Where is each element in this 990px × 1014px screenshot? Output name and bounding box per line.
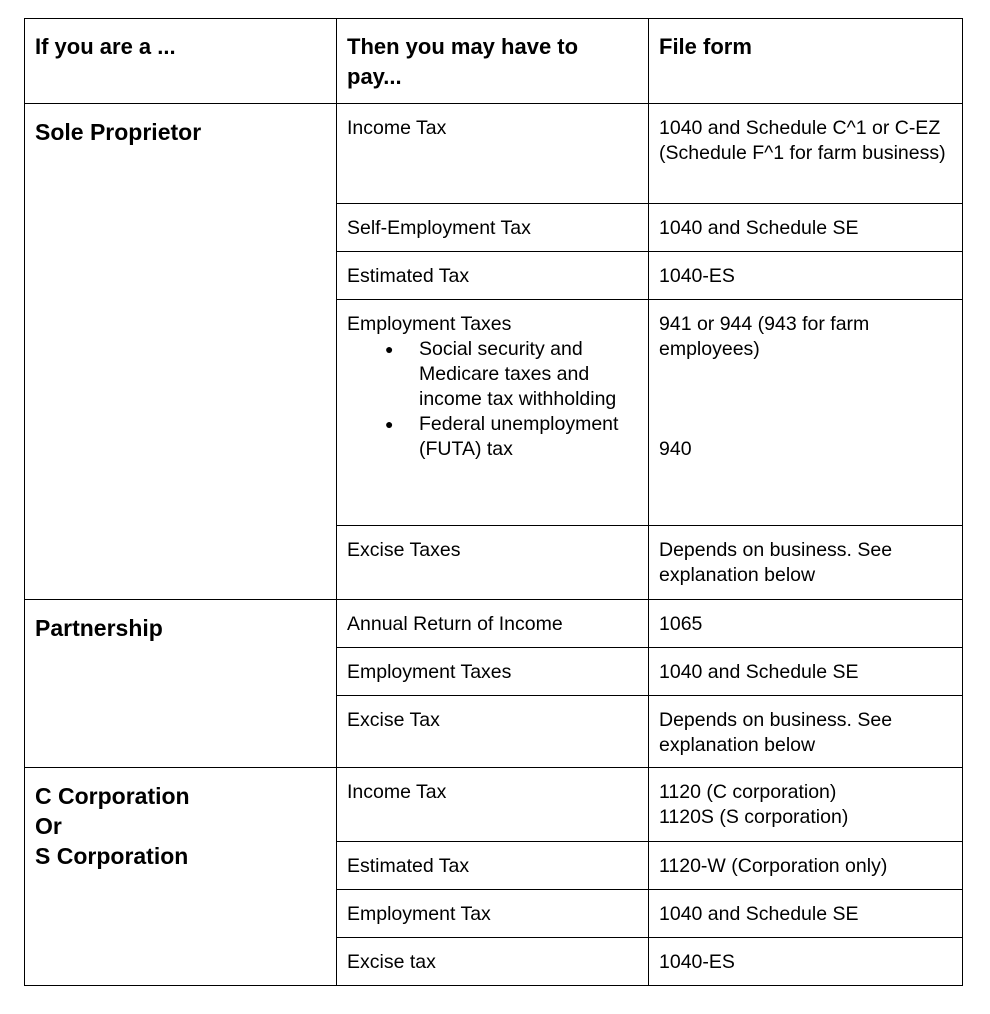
form-cell bbox=[649, 768, 963, 842]
pay-cell: Excise Tax bbox=[337, 696, 649, 768]
form-cell: 1040 and Schedule SE bbox=[649, 204, 963, 252]
bullet-list bbox=[347, 337, 638, 462]
pay-cell: Self-Employment Tax bbox=[337, 204, 649, 252]
form-cell: 1040 and Schedule SE bbox=[649, 648, 963, 696]
pay-cell: Income Tax bbox=[337, 768, 649, 842]
pay-cell: Estimated Tax bbox=[337, 252, 649, 300]
form-cell: 1040 and Schedule C^1 or C-EZ (Schedule F^1 for farm business) bbox=[649, 104, 963, 204]
pay-cell: Excise tax bbox=[337, 938, 649, 986]
form-cell-line: 941 or 944 (943 for farm employees) bbox=[659, 313, 870, 360]
bullet-item: ● Federal unemployment (FUTA) tax bbox=[419, 412, 638, 462]
entity-sole-proprietor: Sole Proprietor bbox=[25, 104, 337, 600]
entity-line: S Corporation bbox=[35, 843, 189, 869]
pay-cell: Employment Taxes bbox=[337, 648, 649, 696]
pay-cell: Annual Return of Income bbox=[337, 600, 649, 648]
table-row bbox=[25, 768, 963, 842]
pay-cell: Estimated Tax bbox=[337, 842, 649, 890]
pay-cell: Employment Tax bbox=[337, 890, 649, 938]
table-row bbox=[25, 104, 963, 204]
entity-corporation bbox=[25, 768, 337, 986]
pay-cell: Excise Taxes bbox=[337, 526, 649, 600]
entity-line: C Corporation bbox=[35, 783, 190, 809]
pay-cell-title: Employment Taxes bbox=[347, 313, 512, 335]
form-cell: Depends on business. See explanation below bbox=[649, 696, 963, 768]
pay-cell bbox=[337, 300, 649, 526]
form-cell-line: 1120S (S corporation) bbox=[659, 806, 849, 828]
form-cell: 1065 bbox=[649, 600, 963, 648]
form-cell-line: 940 bbox=[659, 438, 692, 460]
form-cell: 1120-W (Corporation only) bbox=[649, 842, 963, 890]
table-row bbox=[25, 600, 963, 648]
form-cell-line: 1120 (C corporation) bbox=[659, 781, 837, 803]
form-cell: Depends on business. See explanation below bbox=[649, 526, 963, 600]
header-pay: Then you may have to pay... bbox=[337, 19, 649, 104]
form-cell: 1040-ES bbox=[649, 252, 963, 300]
header-form: File form bbox=[649, 19, 963, 104]
pay-cell: Income Tax bbox=[337, 104, 649, 204]
form-cell: 1040 and Schedule SE bbox=[649, 890, 963, 938]
form-cell: 1040-ES bbox=[649, 938, 963, 986]
header-row bbox=[25, 19, 963, 104]
entity-partnership: Partnership bbox=[25, 600, 337, 768]
header-entity: If you are a ... bbox=[25, 19, 337, 104]
entity-line: Or bbox=[35, 813, 62, 839]
form-cell bbox=[649, 300, 963, 526]
tax-filing-table bbox=[24, 18, 963, 986]
bullet-item: ● Social security and Medicare taxes and income tax withholding bbox=[419, 337, 638, 412]
